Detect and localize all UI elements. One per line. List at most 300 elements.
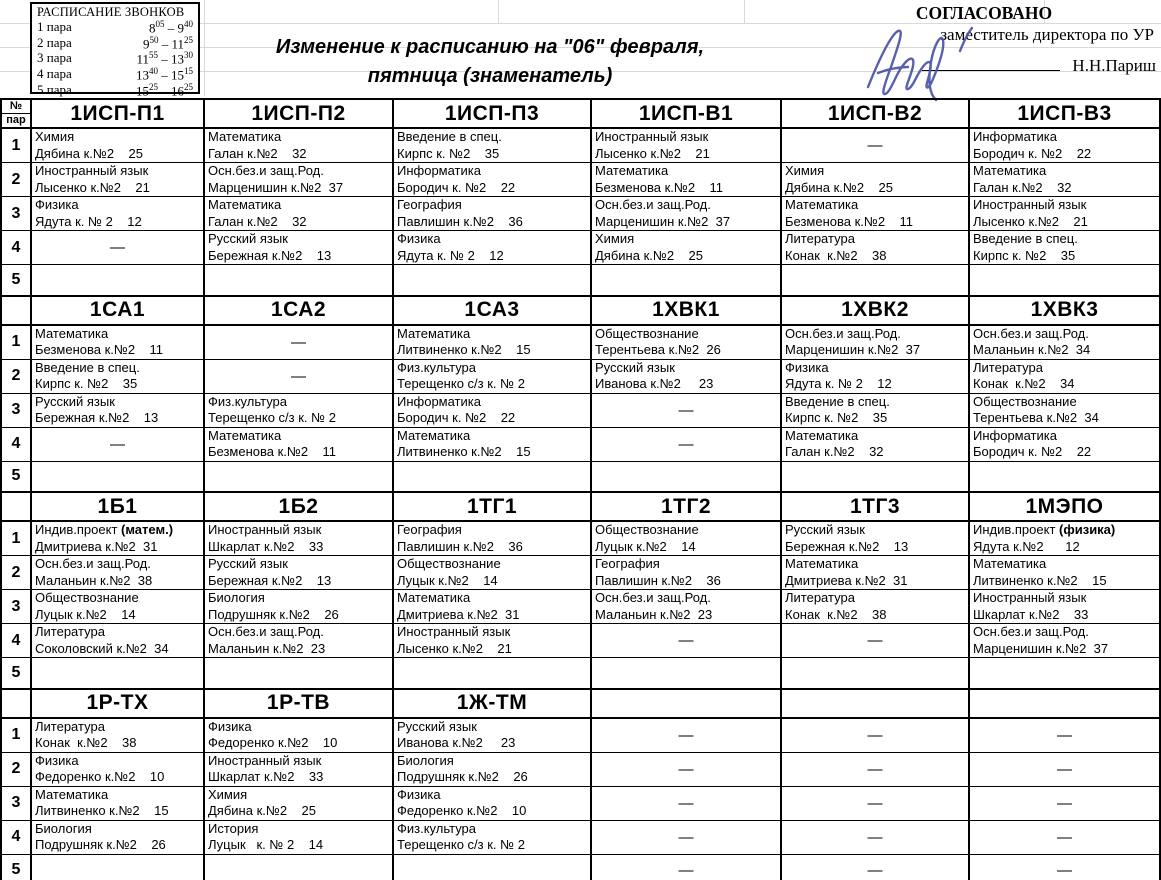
empty-cell [781,658,969,689]
page-title-line1: Изменение к расписанию на "06" февраля, [275,36,705,58]
lesson-subject: Иностранный язык [208,522,322,537]
lesson-teacher: Терещенко с/з к. № 2 [208,410,336,425]
bell-row-time: $13^{40} - 15^{15}$ [136,66,193,83]
lesson-teacher: Конак к.№2 38 [35,735,137,750]
schedule-table [0,98,1161,880]
bell-row [37,67,193,83]
lesson-cell [204,197,393,231]
lesson-cell [31,820,204,854]
lesson-cell [393,163,591,197]
dash-symbol: — [678,435,694,453]
period-number: 1 [1,325,31,360]
lesson-cell [31,163,204,197]
bell-row-label: 2 пара [37,34,72,50]
gridline [498,0,499,24]
lesson-subject: Обществознание [35,590,139,605]
period-number: 4 [1,231,31,265]
dash-symbol: — [867,861,883,879]
empty-cell [204,854,393,880]
dash-cell [781,624,969,658]
lesson-teacher: Бородич к. №2 22 [397,410,516,425]
group-header: 1ХВК3 [969,296,1160,325]
lesson-cell [393,718,591,753]
dash-symbol: — [678,828,694,846]
page-title [185,33,795,91]
lesson-subject: Русский язык [595,359,675,375]
dash-cell [591,624,781,658]
lesson-subject: Осн.без.и защ.Род. [208,163,324,178]
lesson-teacher: Ядута к. № 2 12 [35,213,142,229]
lesson-subject: Математика [397,325,471,341]
corner-cell [1,689,31,718]
group-header: 1Р-ТХ [31,689,204,718]
bell-row [37,20,193,36]
lesson-subject: Химия [595,231,635,246]
lesson-subject: Иностранный язык [973,197,1087,212]
lesson-cell [204,786,393,820]
lesson-subject: География [397,197,462,212]
lesson-subject: Иностранный язык [208,752,322,768]
lesson-cell [31,590,204,624]
lesson-cell [393,325,591,360]
period-number: 2 [1,163,31,197]
group-header [591,689,781,718]
group-header: 1ИСП-В3 [969,99,1160,128]
empty-cell [969,265,1160,296]
empty-cell [31,265,204,296]
bell-row [37,36,193,52]
lesson-teacher: Галан к.№2 32 [785,444,884,459]
lesson-teacher: Лысенко к.№2 21 [397,640,512,656]
lesson-cell [969,393,1160,427]
corner-top-label: № [2,100,30,114]
group-header: 1ТГ2 [591,492,781,521]
lesson-subject: Введение в спец. [397,129,502,144]
lesson-teacher: Галан к.№2 32 [973,179,1072,195]
lesson-subject: Введение в спец. [35,359,140,375]
lesson-subject: Иностранный язык [35,163,149,178]
lesson-teacher: Ядута к. № 2 12 [397,247,504,263]
lesson-subject: Обществознание [595,325,699,341]
lesson-cell [393,359,591,393]
section-header-row [1,296,1160,325]
lesson-subject: Химия [35,129,75,144]
lesson-subject: Физика [208,718,252,734]
lesson-teacher: Терентьева к.№2 34 [973,410,1099,425]
lesson-teacher: Лысенко к.№2 21 [35,179,150,195]
lesson-subject: Осн.без.и защ.Род. [35,556,151,571]
lesson-subject: Осн.без.и защ.Род. [973,624,1089,639]
lesson-subject: Литература [35,624,105,639]
page-title-line2: пятница (знаменатель) [367,65,613,87]
dash-symbol: — [678,632,694,649]
group-header: 1ХВК1 [591,296,781,325]
lesson-subject: Физика [397,231,441,246]
lesson-cell [393,786,591,820]
lesson-teacher: Бережная к.№2 13 [208,247,332,263]
lesson-cell [204,556,393,590]
period-number: 3 [1,590,31,624]
period-number: 5 [1,265,31,296]
lesson-teacher: Шкарлат к.№2 33 [208,769,324,784]
lesson-teacher: Литвиненко к.№2 15 [973,572,1107,588]
bell-row [37,51,193,67]
lesson-cell [591,359,781,393]
table-row [1,393,1160,427]
lesson-cell [393,820,591,854]
lesson-teacher: Безменова к.№2 11 [208,444,337,459]
empty-cell [204,658,393,689]
lesson-cell [781,393,969,427]
lesson-subject: Информатика [973,427,1057,443]
dash-cell [969,786,1160,820]
dash-symbol: — [867,726,883,744]
lesson-subject: История [208,820,259,836]
lesson-teacher: Соколовский к.№2 34 [35,640,169,656]
lesson-cell [393,556,591,590]
lesson-subject: Физ.культура [397,820,477,836]
lesson-subject: Химия [785,163,825,178]
lesson-subject: Введение в спец. [785,393,890,409]
lesson-subject: Химия [208,786,248,802]
lesson-subject: Иностранный язык [397,624,511,639]
dash-cell [591,820,781,854]
lesson-cell [204,718,393,753]
dash-cell [591,718,781,753]
lesson-cell [591,231,781,265]
empty-cell [393,461,591,492]
empty-cell [204,265,393,296]
lesson-teacher: Бережная к.№2 13 [785,538,909,554]
lesson-cell [393,197,591,231]
dash-cell [781,786,969,820]
lesson-subject: Введение в спец. [973,231,1078,246]
lesson-teacher: Иванова к.№2 23 [595,376,714,391]
lesson-subject: Математика [35,325,109,341]
dash-symbol: — [1057,861,1072,879]
lesson-cell [393,427,591,461]
table-row [1,359,1160,393]
lesson-teacher: Терещенко с/з к. № 2 [397,837,525,852]
lesson-cell [591,325,781,360]
table-row [1,590,1160,624]
approval-name: Н.Н.Париш [1072,56,1156,75]
bell-row-label: 5 пара [37,81,72,97]
gridline [744,0,745,24]
lesson-subject: Математика [973,556,1047,571]
period-number: 2 [1,556,31,590]
lesson-teacher: Дябина к.№2 25 [595,247,703,263]
corner-cell [1,296,31,325]
lesson-cell [31,752,204,786]
period-number: 5 [1,461,31,492]
lesson-subject: Осн.без.и защ.Род. [785,325,901,341]
lesson-subject: Осн.без.и защ.Род. [595,197,711,212]
dash-cell [781,718,969,753]
lesson-teacher: Литвиненко к.№2 15 [35,803,169,818]
lesson-cell [781,197,969,231]
dash-symbol: — [1057,726,1072,744]
lesson-teacher: Терещенко с/з к. № 2 [397,376,525,391]
table-row [1,718,1160,753]
dash-cell [204,325,393,360]
dash-symbol: — [110,239,125,256]
lesson-cell [393,128,591,163]
lesson-teacher: Лысенко к.№2 21 [973,213,1088,229]
table-row [1,128,1160,163]
lesson-cell [781,427,969,461]
lesson-subject: Физика [35,752,79,768]
group-header: 1МЭПО [969,492,1160,521]
section-header-row [1,99,1160,128]
dash-cell [781,854,969,880]
period-number: 2 [1,752,31,786]
empty-cell [591,265,781,296]
lesson-cell [31,786,204,820]
table-row [1,197,1160,231]
lesson-teacher: Федоренко к.№2 10 [208,735,338,750]
lesson-teacher: Шкарлат к.№2 33 [208,538,324,554]
dash-symbol: — [867,760,883,778]
bell-row-label: 4 пара [37,66,72,82]
empty-cell [31,854,204,880]
lesson-subject: Индив.проект (физика) [973,522,1116,537]
bell-row-label: 3 пара [37,50,72,66]
bell-row-label: 1 пара [37,19,72,34]
bell-row-time: $8^{05} - 9^{40}$ [149,19,193,36]
dash-cell [781,752,969,786]
lesson-teacher: Маланьин к.№2 23 [595,606,713,622]
lesson-teacher: Маланьин к.№2 34 [973,342,1091,357]
group-header: 1СА2 [204,296,393,325]
dash-cell [31,231,204,265]
empty-cell [31,658,204,689]
lesson-teacher: Конак к.№2 34 [973,376,1075,391]
lesson-cell [393,521,591,556]
lesson-cell [591,128,781,163]
lesson-subject: Русский язык [208,231,288,246]
lesson-subject: Математика [208,427,282,443]
dash-cell [969,820,1160,854]
bell-row-time: $15^{25} - 16^{25}$ [136,81,193,99]
lesson-cell [969,521,1160,556]
bell-schedule-rows [37,20,193,99]
lesson-subject: Физика [35,197,79,212]
lesson-teacher: Шкарлат к.№2 33 [973,606,1089,622]
lesson-cell [31,197,204,231]
lesson-subject: Информатика [973,129,1057,144]
table-row [1,427,1160,461]
lesson-cell [781,231,969,265]
lesson-teacher: Безменова к.№2 11 [595,179,724,195]
lesson-subject: Математика [208,129,282,144]
group-header: 1ИСП-В2 [781,99,969,128]
period-number: 1 [1,128,31,163]
dash-cell [969,854,1160,880]
empty-cell [393,854,591,880]
dash-cell [969,752,1160,786]
table-row [1,786,1160,820]
lesson-cell [393,231,591,265]
lesson-subject: Литература [785,231,855,246]
table-row [1,461,1160,492]
lesson-cell [781,556,969,590]
lesson-subject: Физика [397,786,441,802]
lesson-teacher: Луцык к.№2 14 [595,538,696,554]
lesson-teacher: Марценишин к.№2 37 [785,342,921,357]
lesson-cell [204,624,393,658]
lesson-cell [969,163,1160,197]
lesson-cell [204,820,393,854]
lesson-cell [591,521,781,556]
lesson-teacher: Ядута к.№2 12 [973,538,1080,554]
period-number: 3 [1,393,31,427]
lesson-subject: Математика [208,197,282,212]
lesson-teacher: Дмитриева к.№2 31 [35,538,158,554]
period-number: 5 [1,658,31,689]
corner-cell [1,492,31,521]
lesson-cell [393,590,591,624]
lesson-teacher: Лысенко к.№2 21 [595,145,710,161]
lesson-subject: Математика [35,786,109,802]
lesson-subject: Обществознание [397,556,501,571]
table-row [1,163,1160,197]
lesson-cell [781,163,969,197]
group-header: 1Б1 [31,492,204,521]
period-number: 5 [1,854,31,880]
dash-cell [31,427,204,461]
lesson-cell [591,197,781,231]
dash-symbol: — [867,632,883,649]
lesson-teacher: Павлишин к.№2 36 [397,213,523,229]
lesson-subject: Математика [785,197,859,212]
lesson-teacher: Марценишин к.№2 37 [208,179,344,195]
dash-cell [591,427,781,461]
dash-symbol: — [291,367,306,385]
bell-row-time: $11^{55} - 13^{30}$ [136,50,193,67]
lesson-teacher: Подрушняк к.№2 26 [35,837,166,852]
lesson-cell [969,556,1160,590]
lesson-subject: Осн.без.и защ.Род. [208,624,324,639]
lesson-cell [969,590,1160,624]
table-row [1,556,1160,590]
dash-cell [204,359,393,393]
group-header: 1ИСП-В1 [591,99,781,128]
table-row [1,854,1160,880]
dash-symbol: — [867,794,883,812]
lesson-teacher: Безменова к.№2 11 [35,342,164,357]
dash-symbol: — [110,435,125,453]
lesson-cell [31,325,204,360]
group-header: 1СА1 [31,296,204,325]
dash-cell [591,393,781,427]
empty-cell [393,658,591,689]
period-number: 4 [1,427,31,461]
lesson-cell [393,393,591,427]
lesson-teacher: Дябина к.№2 25 [785,179,893,195]
lesson-cell [969,427,1160,461]
dash-symbol: — [678,794,694,812]
dash-cell [969,718,1160,753]
lesson-teacher: Подрушняк к.№2 26 [397,769,528,784]
lesson-teacher: Федоренко к.№2 10 [397,803,527,818]
lesson-subject: Индив.проект (матем.) [35,522,174,537]
approval-subtitle: заместитель директора по УР [940,25,1154,44]
lesson-teacher: Безменова к.№2 11 [785,213,914,229]
lesson-subject: Осн.без.и защ.Род. [595,590,711,605]
lesson-subject: Русский язык [397,718,477,734]
dash-symbol: — [678,726,694,744]
period-number: 1 [1,521,31,556]
lesson-teacher: Конак к.№2 38 [785,606,887,622]
lesson-teacher: Кирпс к. №2 35 [397,145,500,161]
dash-symbol: — [1057,794,1072,812]
period-number: 2 [1,359,31,393]
period-number: 1 [1,718,31,753]
lesson-teacher: Литвиненко к.№2 15 [397,444,531,459]
lesson-cell [781,521,969,556]
dash-cell [591,752,781,786]
lesson-subject: Иностранный язык [973,590,1087,605]
group-header: 1ХВК2 [781,296,969,325]
empty-cell [969,461,1160,492]
lesson-subject: Математика [785,427,859,443]
lesson-teacher: Дмитриева к.№2 31 [397,606,520,622]
lesson-teacher: Дмитриева к.№2 31 [785,572,908,588]
lesson-subject: Физика [785,359,829,375]
lesson-teacher: Марценишин к.№2 37 [595,213,731,229]
table-row [1,521,1160,556]
lesson-cell [781,325,969,360]
lesson-subject: Математика [973,163,1047,178]
lesson-subject: Физ.культура [397,359,477,375]
lesson-subject: Русский язык [208,556,288,571]
lesson-teacher: Конак к.№2 38 [785,247,887,263]
lesson-cell [31,359,204,393]
approval-title: СОГЛАСОВАНО [915,3,1053,23]
empty-cell [781,265,969,296]
group-header: 1ТГ3 [781,492,969,521]
lesson-cell [204,521,393,556]
lesson-cell [781,590,969,624]
lesson-cell [591,556,781,590]
lesson-teacher: Луцык к. № 2 14 [208,837,324,852]
lesson-cell [204,427,393,461]
table-row [1,752,1160,786]
lesson-teacher: Маланьин к.№2 38 [35,572,153,588]
lesson-teacher: Павлишин к.№2 36 [397,538,523,554]
lesson-subject: Математика [595,163,669,178]
lesson-cell [393,752,591,786]
lesson-teacher: Луцык к.№2 14 [397,572,498,588]
lesson-subject: Иностранный язык [595,129,709,144]
dash-symbol: — [678,401,694,419]
lesson-teacher: Бережная к.№2 13 [35,410,159,425]
period-number: 4 [1,624,31,658]
lesson-teacher: Маланьин к.№2 23 [208,640,326,656]
lesson-teacher: Бородич к. №2 22 [973,444,1092,459]
dash-cell [591,786,781,820]
section-header-row [1,689,1160,718]
table-row [1,820,1160,854]
lesson-subject: Информатика [397,163,481,178]
lesson-teacher: Галан к.№2 32 [208,213,307,229]
lesson-teacher: Бородич к. №2 22 [973,145,1092,161]
dash-cell [781,820,969,854]
group-header: 1СА3 [393,296,591,325]
lesson-subject: Физ.культура [208,393,288,409]
table-row [1,658,1160,689]
